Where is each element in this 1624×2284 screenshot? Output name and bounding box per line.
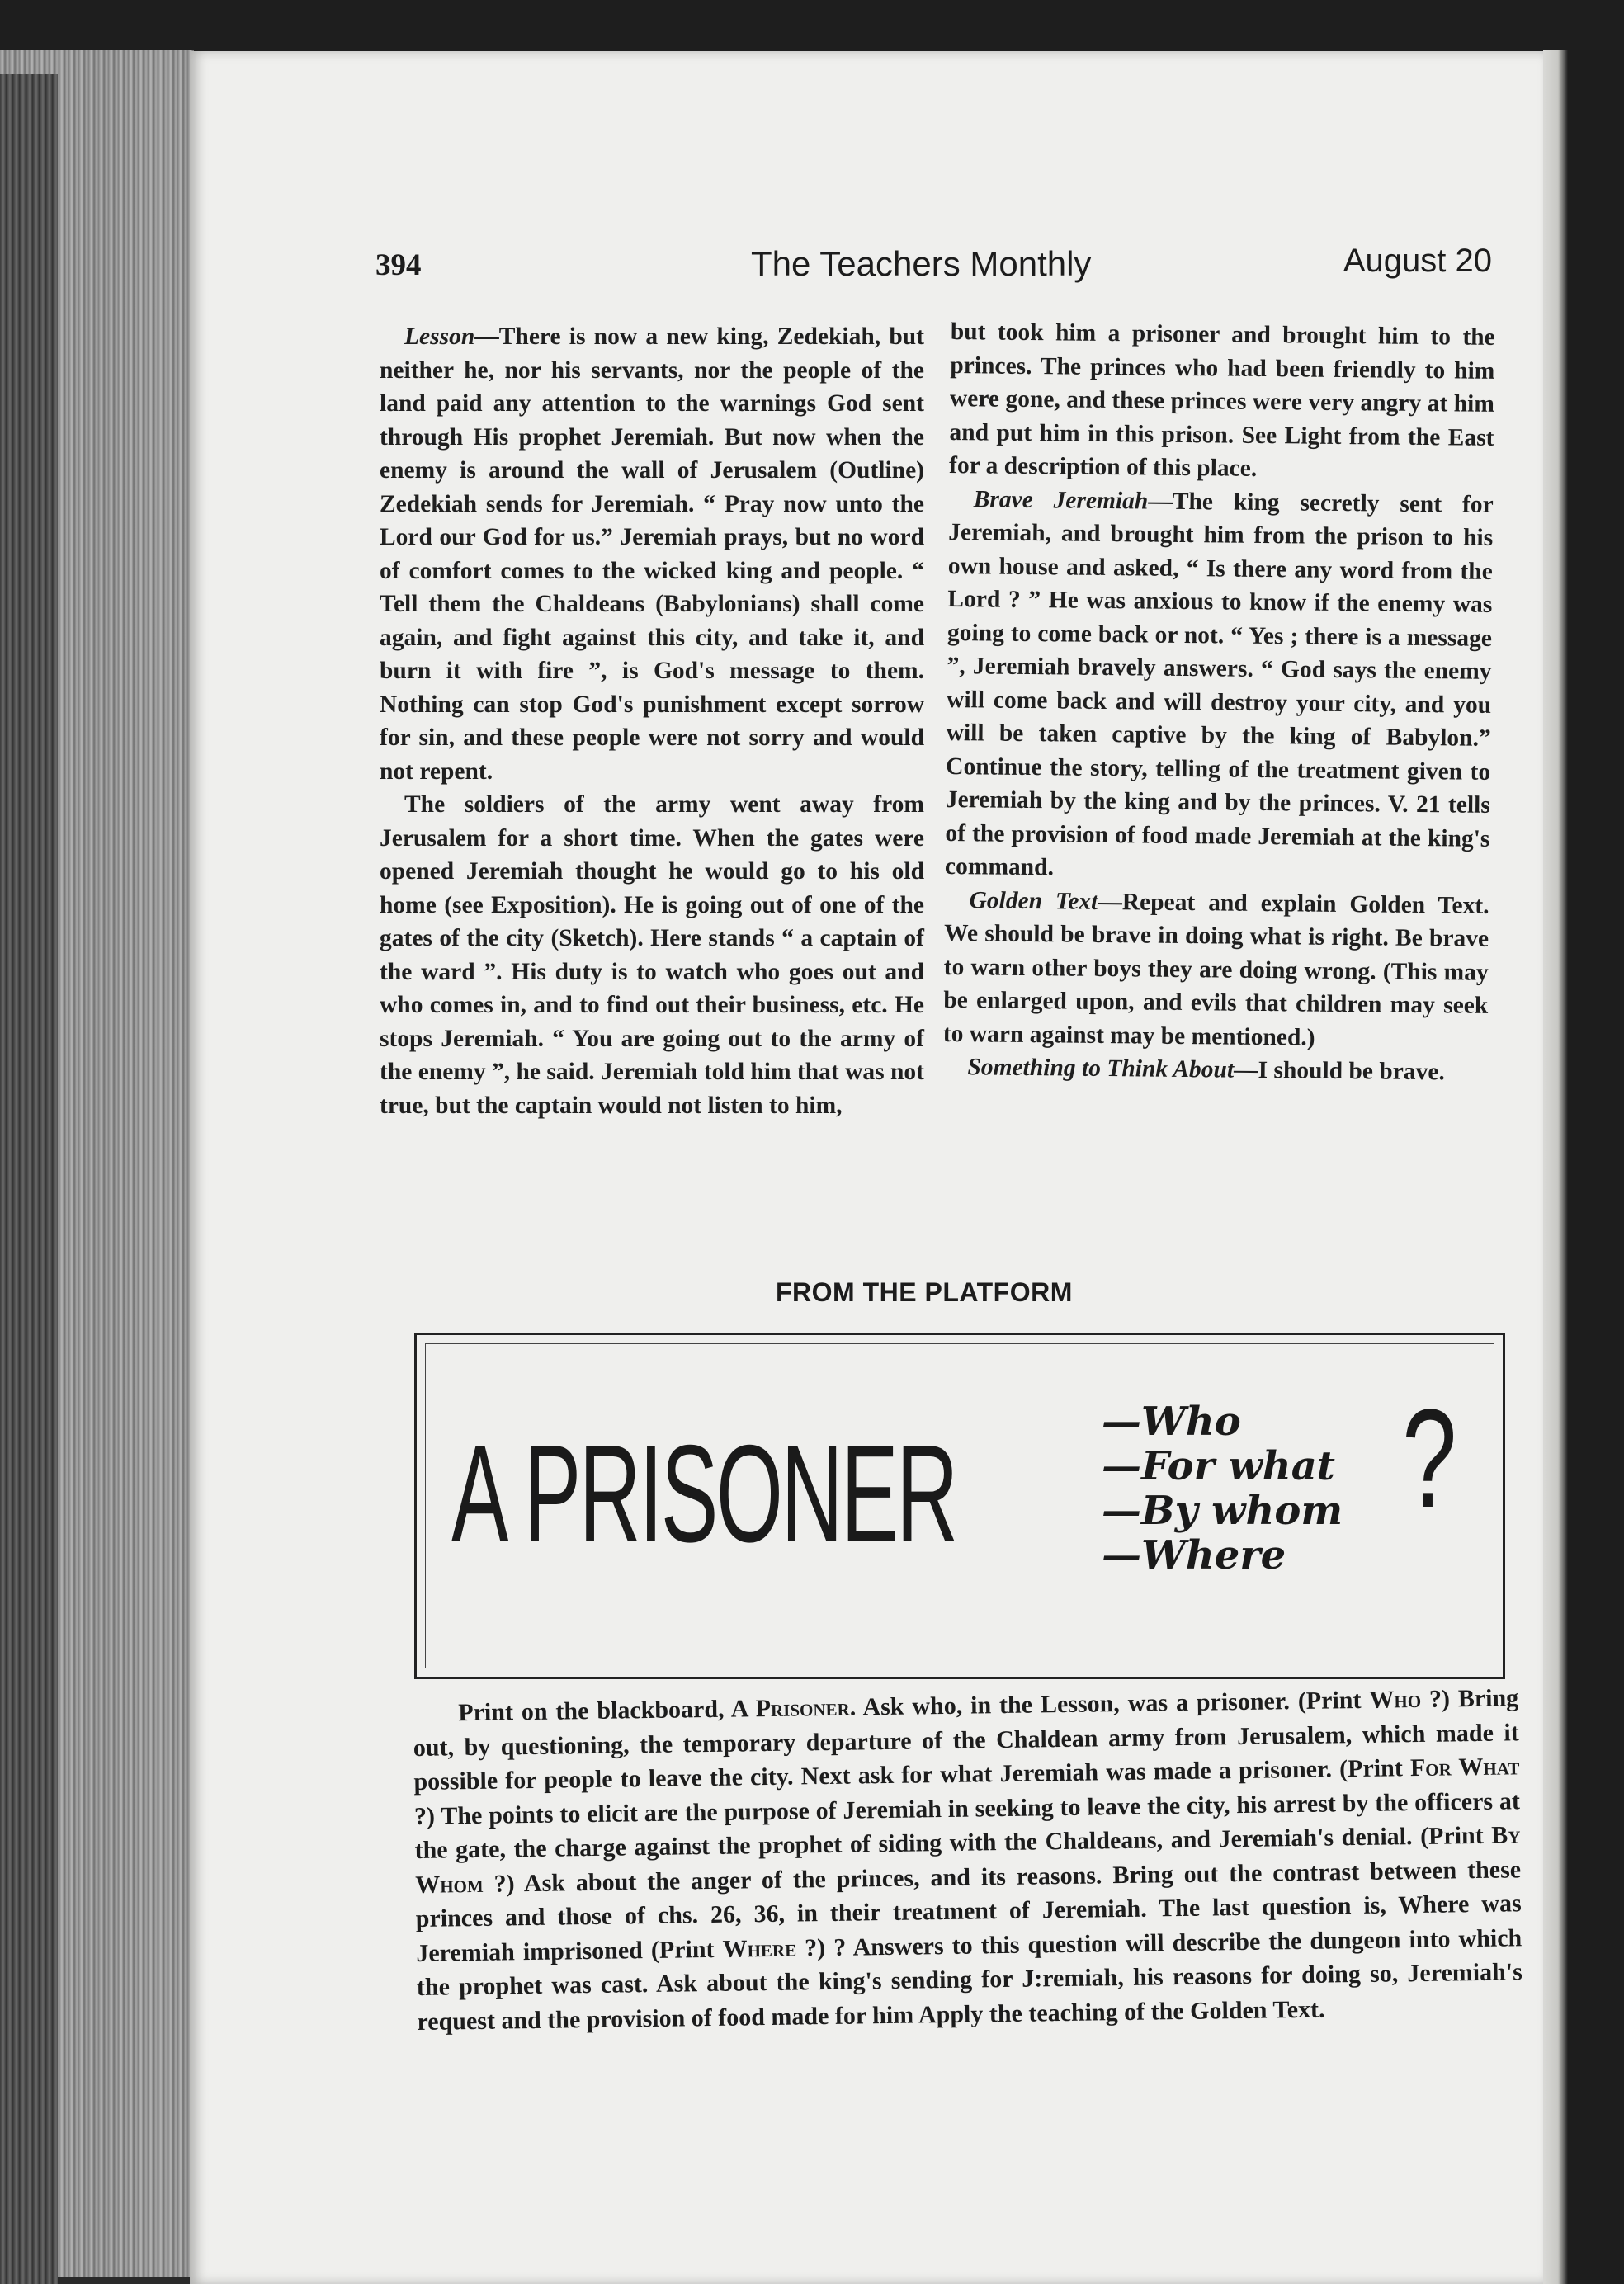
instructions-caps-5: Where (722, 1934, 797, 1963)
think-about-paragraph (942, 1050, 1487, 1089)
prisoner-paragraph: but took him a prisoner and brought him to the princes. The princes who had been friendly to him were gone, and these princes were very angry at him and put him in this prison. See Light from the East for a description of this place. (948, 318, 1495, 482)
lesson-lead: Lesson (404, 323, 475, 350)
section-title: FROM THE PLATFORM (776, 1277, 1073, 1307)
instructions-caps-2: Who (1369, 1685, 1422, 1714)
issue-date: August 20 (1343, 243, 1492, 279)
instructions-text-4: ?) The points to elicit are the purpose of Jeremiah in seeking to leave the city, his arrest by the officers at the gate, the charge against the prophet of siding with the Chaldeans, and Jeremiah's denial. (Print (413, 1786, 1521, 1864)
instructions-text-5: ?) Ask about the anger of the princes, and its reasons. Bring out the contrast between these princes and those of chs. 26, 36, in their treatment of Jeremiah. The last question is, Where was Jeremiah imprisoned (Print (415, 1855, 1522, 1967)
think-about-lead: Something to Think About (967, 1054, 1235, 1083)
facing-page-edge (1543, 50, 1624, 2284)
golden-text-paragraph (943, 883, 1489, 1055)
instructions-text-3: ?) Bring out, by questioning, the temporary departure of the Chaldean army from Jerusalem, which made it possible for people to leave the city. Next ask for what Jeremiah was made a prisoner. (Print (413, 1684, 1519, 1796)
question-by-whom: —By whom (1102, 1488, 1343, 1534)
instructions-text-2: . Ask who, in the Lesson, was a prisoner. (Print (849, 1686, 1370, 1721)
question-who: —Who (1102, 1399, 1241, 1445)
think-about-text: —I should be brave. (1233, 1056, 1446, 1086)
brave-jeremiah-paragraph (945, 482, 1494, 889)
right-column (942, 315, 1495, 1089)
left-column (380, 320, 924, 1122)
question-for-what: —For what (1102, 1443, 1335, 1489)
blackboard-illustration (414, 1333, 1505, 1679)
book-spine (0, 74, 58, 2284)
golden-text-text: —Repeat and explain Golden Text. We should be brave in doing what is right. Be brave to warn other boys they are doing wrong. (This may be enlarged upon, and evils that children may seek to warn against may be mentioned.) (942, 888, 1489, 1051)
instructions-caps-4: By Whom (414, 1821, 1521, 1899)
lesson-text: —There is now a new king, Zedekiah, but neither he, nor his servants, nor the people of the land paid any attention to the warnings God sent through His prophet Jeremiah. But now when the enemy is around the wall of Jerusalem (Outline) Zedekiah sends for Jeremiah. “ Pray now unto the Lord our God for us.” Jeremiah prays, but no word of comfort comes to the wicked king and people. “ Tell them the Chaldeans (Babylonians) shall come again, and fight against this city, and take it, and burn it with fire ”, is God's message to them. Nothing can stop God's punishment except sorrow for sin, and these people were not sorry and would not repent. (380, 323, 924, 785)
instructions-text-1: Print on the blackboard, A (458, 1695, 756, 1727)
instructions-caps-3: For What (1409, 1753, 1520, 1782)
brave-jeremiah-lead: Brave Jeremiah (973, 485, 1149, 515)
question-mark: ? (1402, 1380, 1457, 1537)
question-where: —Where (1102, 1532, 1286, 1579)
instructions-caps-1: Prisoner (755, 1693, 850, 1723)
page-number: 394 (375, 248, 422, 282)
golden-text-lead: Golden Text (969, 886, 1098, 915)
running-head (375, 243, 1502, 297)
soldiers-paragraph: The soldiers of the army went away from Jerusalem for a short time. When the gates were opened Jeremiah thought he would go to his old home (see Exposition). He is going out of one of the gates of the city (Sketch). Here stands “ a captain of the ward ”. His duty is to watch who goes out and who comes in, and to find out their business, etc. He stops Jeremiah. “ You are going out to the army of the enemy ”, he said. Jeremiah told him that was not true, but the captain would not listen to him, (380, 791, 924, 1119)
lesson-paragraph (380, 320, 924, 788)
blackboard-questions (1102, 1399, 1343, 1578)
instructions-text-6: ?) ? Answers to this question will describe the dungeon into which the prophet was cast. Ask about the king's sending for J:remiah, his reasons for doing so, Jeremiah's request and the provision of food made for him Apply the teaching of the Golden Text. (416, 1923, 1523, 2036)
blackboard-instructions (413, 1681, 1523, 2039)
brave-jeremiah-text: —The king secretly sent for Jeremiah, and brought him from the prison to his own house and asked, “ Is there any word from the Lord ? ” He was anxious to know if the enemy was going to come back or not. “ Yes ; there is a message ”, Jeremiah bravely answers. “ God says the enemy will come back and will destroy your city, and you will be taken captive by the king of Babylon.” Continue the story, telling of the treatment given to Jeremiah by the king and by the princes. V. 21 tells of the provision of food made Jeremiah at the king's command. (944, 488, 1494, 881)
blackboard-main-text: A PRISONER (451, 1416, 956, 1571)
journal-title: The Teachers Monthly (751, 244, 1092, 283)
